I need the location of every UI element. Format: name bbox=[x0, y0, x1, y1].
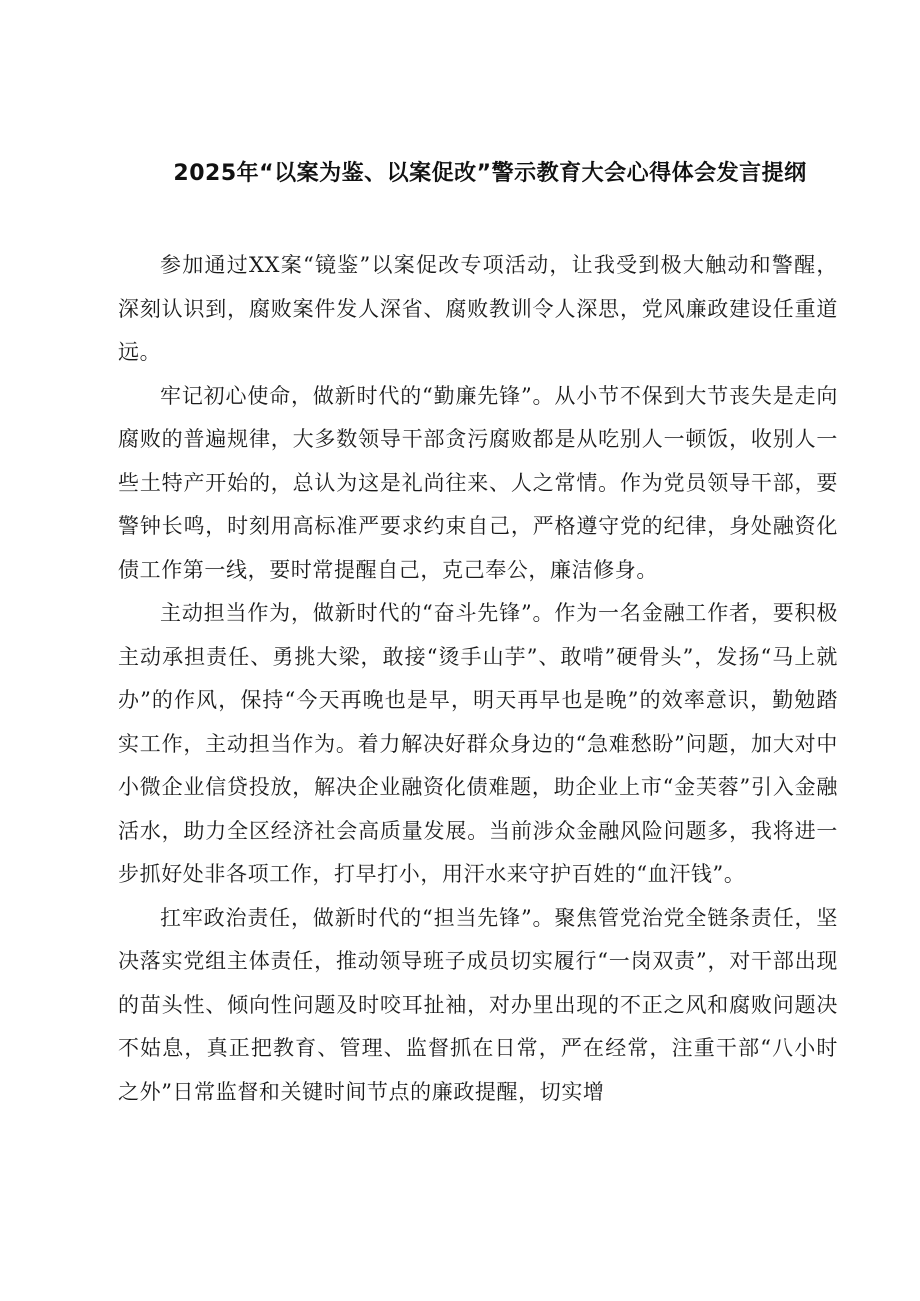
document-body bbox=[118, 244, 838, 1114]
document-title: 2025年“以案为鉴、以案促改”警示教育大会心得体会发言提纲 bbox=[173, 161, 807, 186]
paragraph-diligent-pioneer: 牢记初心使命，做新时代的“勤廉先锋”。从小节不保到大节丧失是走向腐败的普遍规律，大多数领导干部贪污腐败都是从吃别人一顿饭，收别人一些土特产开始的，总认为这是礼尚往来、人之常情。作为党员领导干部，要警钟长鸣，时刻用高标准严要求约束自己，严格遵守党的纪律，身处融资化债工作第一线，要时常提醒自己，克己奉公，廉洁修身。 bbox=[118, 383, 838, 582]
paragraph-striving-pioneer: 主动担当作为，做新时代的“奋斗先锋”。作为一名金融工作者，要积极主动承担责任、勇挑大梁，敢接“烫手山芋”、敢啃”硬骨头”，发扬“马上就办”的作风，保持“今天再晚也是早，明天再早也是晚”的效率意识，勤勉踏实工作，主动担当作为。着力解决好群众身边的“急难愁盼”问题，加大对中小微企业信贷投放，解决企业融资化债难题，助企业上市“金芙蓉”引入金融活水，助力全区经济社会高质量发展。当前涉众金融风险问题多，我将进一步抓好处非各项工作，打早打小，用汗水来守护百姓的“血汗钱”。 bbox=[118, 601, 838, 886]
paragraph-intro: 参加通过XX案“镜鉴”以案促改专项活动，让我受到极大触动和警醒，深刻认识到，腐败案件发人深省、腐败教训令人深思，党风廉政建设任重道远。 bbox=[118, 253, 838, 364]
paragraph-responsibility-pioneer: 扛牢政治责任，做新时代的“担当先锋”。聚焦管党治党全链条责任，坚决落实党组主体责任，推动领导班子成员切实履行“一岗双责”，对干部出现的苗头性、倾向性问题及时咬耳扯袖，对办里出现的不正之风和腐败问题决不姑息，真正把教育、管理、监督抓在日常，严在经常，注重干部“八小时之外”日常监督和关键时间节点的廉政提醒，切实增 bbox=[118, 905, 838, 1104]
